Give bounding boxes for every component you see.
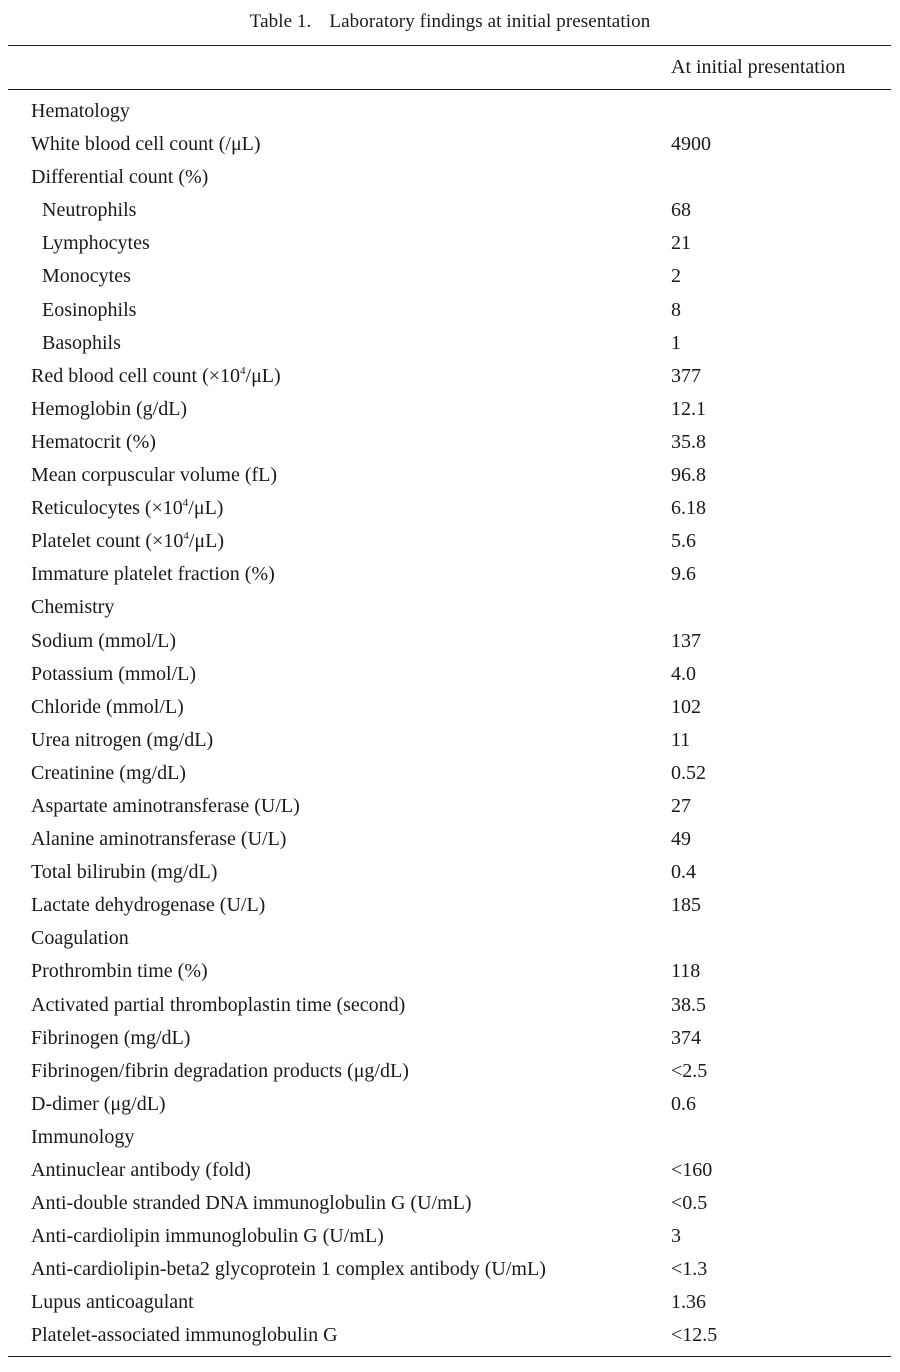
row-value: <1.3 (671, 1258, 708, 1281)
table-row (0, 989, 900, 1022)
row-label (31, 889, 265, 922)
row-label-text: Prothrombin time (%) (31, 960, 208, 983)
row-label-text: Neutrophils (42, 199, 137, 222)
row-label (31, 1154, 251, 1187)
row-value: 4.0 (671, 662, 696, 685)
table-row (0, 823, 900, 856)
row-label (31, 360, 281, 393)
row-label-text: Monocytes (42, 265, 131, 288)
row-label-text: Reticulocytes (×10 (31, 497, 183, 520)
row-value: 137 (671, 629, 701, 652)
table-title: Laboratory findings at initial presentation (329, 11, 651, 32)
row-value: 102 (671, 695, 701, 718)
row-label-text: Fibrinogen (mg/dL) (31, 1026, 191, 1049)
row-value: 0.52 (671, 761, 706, 784)
row-value: 12.1 (671, 397, 706, 420)
row-label-suffix: /μL) (188, 497, 224, 520)
row-label (31, 856, 217, 889)
row-value: 0.6 (671, 1092, 696, 1115)
table-caption (0, 10, 900, 34)
column-header: At initial presentation (671, 56, 846, 78)
row-label-text: Immature platelet fraction (%) (31, 563, 275, 586)
row-label (31, 1055, 409, 1088)
row-label-text: Potassium (mmol/L) (31, 662, 196, 685)
row-value: 185 (671, 894, 701, 917)
row-label-text: Coagulation (31, 927, 129, 950)
row-label-text: Sodium (mmol/L) (31, 629, 176, 652)
table-row (0, 1088, 900, 1121)
row-label-text: Immunology (31, 1125, 135, 1148)
row-label (31, 558, 275, 591)
row-value: 377 (671, 364, 701, 387)
row-label-text: Alanine aminotransferase (U/L) (31, 828, 287, 851)
row-label-text: Lymphocytes (42, 232, 150, 255)
table-row (0, 492, 900, 525)
row-value: 9.6 (671, 563, 696, 586)
table-body (0, 95, 900, 1353)
table-row (0, 1154, 900, 1187)
row-label (42, 227, 150, 260)
section-heading (31, 95, 130, 128)
row-label (31, 724, 213, 757)
row-label (31, 955, 208, 988)
table-row (0, 128, 900, 161)
row-label-text: Lupus anticoagulant (31, 1291, 194, 1314)
row-value: 2 (671, 265, 681, 288)
row-label (31, 459, 277, 492)
table-row (0, 327, 900, 360)
row-label-text: Differential count (%) (31, 166, 209, 189)
row-label (31, 1022, 190, 1055)
row-label-text: Hematocrit (%) (31, 430, 156, 453)
section-heading (31, 1121, 134, 1154)
row-value: <160 (671, 1159, 713, 1181)
table-row (0, 724, 900, 757)
row-label-text: Red blood cell count (×10 (31, 364, 241, 387)
row-label-text: Chloride (mmol/L) (31, 695, 184, 718)
header-rule (8, 89, 891, 90)
table-row (0, 790, 900, 823)
row-label-suffix: /μL) (245, 364, 281, 387)
row-value: 21 (671, 232, 691, 255)
section-heading-row (0, 591, 900, 624)
row-label-text: Anti-double stranded DNA immunoglobulin G (U/mL) (31, 1192, 472, 1215)
row-value: 35.8 (671, 430, 706, 453)
row-value: 1.36 (671, 1291, 706, 1314)
table-row (0, 294, 900, 327)
row-value: 8 (671, 298, 681, 321)
row-value: 38.5 (671, 993, 706, 1016)
row-label-text: Antinuclear antibody (fold) (31, 1159, 251, 1181)
row-label (31, 790, 300, 823)
row-label-text: Activated partial thromboplastin time (second) (31, 993, 406, 1016)
table-row (0, 889, 900, 922)
row-label (31, 1220, 384, 1253)
row-label (31, 161, 208, 194)
table-row (0, 1055, 900, 1088)
row-label-text: Hematology (31, 100, 130, 122)
table-row (0, 757, 900, 790)
row-label (42, 260, 131, 293)
row-value: 374 (671, 1026, 701, 1049)
row-label-text: Total bilirubin (mg/dL) (31, 861, 218, 884)
row-label (42, 327, 121, 360)
section-heading-row (0, 1121, 900, 1154)
row-value: 5.6 (671, 530, 696, 553)
table-number: Table 1. (249, 11, 312, 32)
row-label-text: Mean corpuscular volume (fL) (31, 464, 278, 487)
table-row (0, 691, 900, 724)
row-value: 0.4 (671, 861, 696, 884)
table-row (0, 1286, 900, 1319)
table-row (0, 426, 900, 459)
row-label-text: Chemistry (31, 596, 115, 619)
row-label-text: Anti-cardiolipin-beta2 glycoprotein 1 complex antibody (U/mL) (31, 1258, 546, 1281)
row-value: <12.5 (671, 1324, 718, 1347)
row-value: 68 (671, 199, 691, 222)
table-row (0, 194, 900, 227)
row-label-text: Platelet count (×10 (31, 530, 184, 553)
table-row (0, 360, 900, 393)
row-label (31, 625, 176, 658)
row-value: 27 (671, 794, 691, 817)
row-label-text: Urea nitrogen (mg/dL) (31, 728, 214, 751)
row-label (31, 1319, 338, 1352)
row-label (31, 658, 196, 691)
row-label (31, 525, 224, 558)
row-label (31, 757, 186, 790)
table-row (0, 227, 900, 260)
row-label-text: Creatinine (mg/dL) (31, 761, 186, 784)
table-row (0, 1220, 900, 1253)
row-label-text: Eosinophils (42, 298, 137, 321)
row-label-text: Basophils (42, 331, 121, 354)
row-label (31, 1286, 194, 1319)
table-row (0, 856, 900, 889)
table-row (0, 525, 900, 558)
row-value: 1 (671, 331, 681, 354)
table-row (0, 558, 900, 591)
row-label-superscript: 4 (182, 497, 189, 510)
row-label (31, 823, 286, 856)
row-label (31, 393, 187, 426)
table-row (0, 161, 900, 194)
row-label (31, 492, 223, 525)
row-label-text: Lactate dehydrogenase (U/L) (31, 894, 266, 917)
section-heading (31, 591, 114, 624)
row-label-text: Hemoglobin (g/dL) (31, 397, 188, 420)
row-label (31, 1088, 166, 1121)
row-label (31, 1187, 472, 1220)
row-label-text: Anti-cardiolipin immunoglobulin G (U/mL) (31, 1225, 384, 1248)
row-label-text: White blood cell count (/μL) (31, 133, 261, 156)
row-value: <0.5 (671, 1192, 708, 1215)
row-label-text: Platelet-associated immunoglobulin G (31, 1324, 338, 1347)
row-label-suffix: /μL) (188, 530, 225, 553)
table-row (0, 1187, 900, 1220)
table-row (0, 1319, 900, 1352)
section-heading-row (0, 95, 900, 128)
section-heading (31, 922, 129, 955)
row-label-superscript: 4 (183, 530, 189, 543)
row-label-text: D-dimer (μg/dL) (31, 1092, 166, 1115)
row-label-text: Fibrinogen/fibrin degradation products (μg/dL) (31, 1059, 409, 1082)
row-label (31, 691, 184, 724)
row-label (31, 1253, 546, 1286)
row-value: 3 (671, 1225, 681, 1248)
table-row (0, 625, 900, 658)
top-rule (8, 45, 891, 46)
row-value: 11 (671, 728, 691, 751)
row-value: 49 (671, 828, 691, 851)
table-row (0, 1022, 900, 1055)
section-heading-row (0, 922, 900, 955)
table-row (0, 260, 900, 293)
table-row (0, 1253, 900, 1286)
row-label-text: Aspartate aminotransferase (U/L) (31, 794, 300, 817)
table-row (0, 459, 900, 492)
table-row (0, 658, 900, 691)
row-label (31, 989, 405, 1022)
row-value: 96.8 (671, 464, 706, 487)
row-value: 6.18 (671, 497, 706, 520)
row-label (31, 426, 156, 459)
row-value: 4900 (671, 133, 711, 156)
row-value: 118 (671, 960, 701, 983)
row-label-superscript: 4 (240, 364, 246, 377)
row-label (42, 294, 136, 327)
row-label (31, 128, 261, 161)
table-row (0, 393, 900, 426)
table-row (0, 955, 900, 988)
row-label (42, 194, 136, 227)
row-value: <2.5 (671, 1059, 708, 1082)
bottom-rule (8, 1356, 891, 1357)
